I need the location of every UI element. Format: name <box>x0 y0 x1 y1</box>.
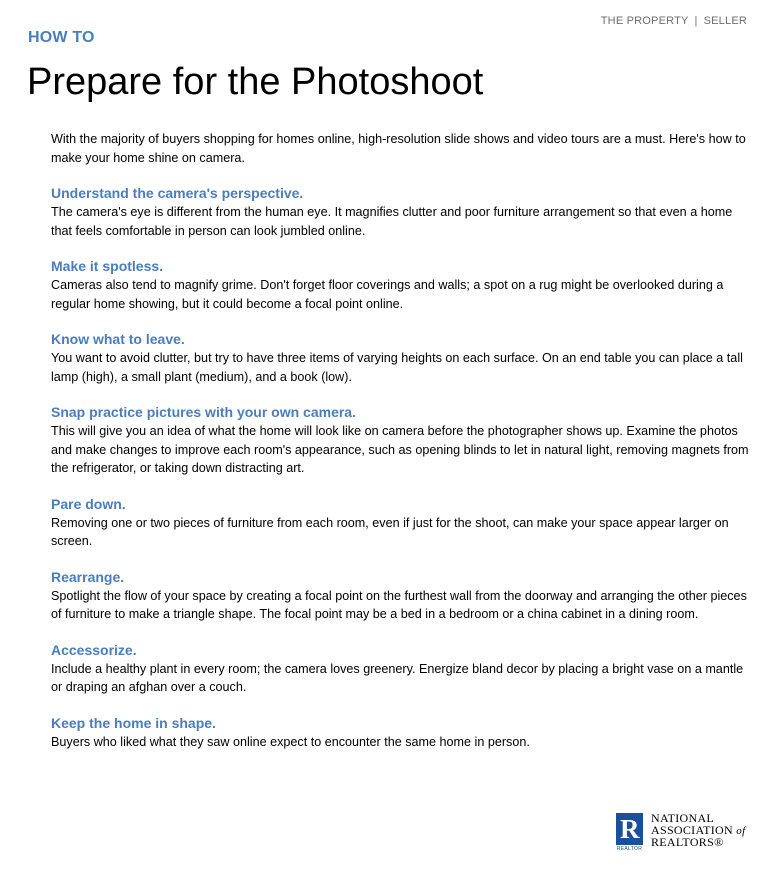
section-heading: Pare down. <box>51 495 126 512</box>
realtor-r-letter: R <box>620 814 640 844</box>
section-heading: Accessorize. <box>51 641 137 658</box>
article-body <box>51 130 751 751</box>
nar-logo <box>616 813 745 851</box>
logo-line-realtors: REALTORS® <box>651 835 724 849</box>
section-accessorize <box>51 641 751 697</box>
section-heading: Keep the home in shape. <box>51 714 216 731</box>
section-heading: Know what to leave. <box>51 331 185 347</box>
section-body: Include a healthy plant in every room; the camera loves greenery. Energize bland decor by placing a bright vase on a mantle or draping an afghan over a couch. <box>51 661 744 694</box>
section-body: Cameras also tend to magnify grime. Don't forget floor coverings and walls; a spot on a rug might be overlooked during a regular home showing, but it could become a focal point online. <box>51 278 724 311</box>
logo-wordmark <box>651 813 745 849</box>
logo-of: of <box>736 824 746 837</box>
section-camera-perspective <box>51 184 751 240</box>
page-title: Prepare for the Photoshoot <box>27 61 484 103</box>
section-heading: Understand the camera's perspective. <box>51 185 304 201</box>
logo-line-association: ASSOCIATION <box>651 822 733 837</box>
section-what-to-leave <box>51 330 751 386</box>
nav-seller[interactable]: SELLER <box>703 15 747 27</box>
section-rearrange <box>51 568 751 624</box>
section-spotless <box>51 257 751 313</box>
section-body: This will give you an idea of what the home will look like on camera before the photographer shows up. Examine the photos and make changes to improve each room's appearance, such as opening blinds to let in natural light, removing magnets from the refrigerator, or taking down distracting art. <box>51 424 749 475</box>
section-pare-down <box>51 495 751 551</box>
nav-separator: | <box>694 15 698 27</box>
kicker-label: HOW TO <box>28 29 95 46</box>
intro-paragraph: With the majority of buyers shopping for homes online, high-resolution slide shows and video tours are a must. Here's how to make your home shine on camera. <box>51 132 746 165</box>
realtor-caption: REALTOR <box>616 846 643 852</box>
section-body: Removing one or two pieces of furniture from each room, even if just for the shoot, can make your space appear larger on screen. <box>51 515 729 548</box>
section-body: Buyers who liked what they saw online expect to encounter the same home in person. <box>51 734 530 749</box>
section-body: Spotlight the flow of your space by creating a focal point on the furthest wall from the doorway and arranging the other pieces of furniture to make a triangle shape. The focal point may be a bed in a bedroom or a china cabinet in a dining room. <box>51 588 747 621</box>
section-heading: Rearrange. <box>51 568 125 585</box>
section-heading: Make it spotless. <box>51 258 164 274</box>
section-body: You want to avoid clutter, but try to have three items of varying heights on each surface. On an end table you can place a tall lamp (high), a small plant (medium), and a book (low). <box>51 351 743 384</box>
section-keep-in-shape <box>51 714 751 752</box>
section-body: The camera's eye is different from the human eye. It magnifies clutter and poor furniture arrangement so that even a home that feels comfortable in person can look jumbled online. <box>51 205 733 238</box>
top-nav <box>601 15 747 27</box>
realtor-mark-icon <box>616 813 643 851</box>
section-heading: Snap practice pictures with your own camera. <box>51 404 356 420</box>
section-practice-pictures <box>51 403 751 478</box>
logo-line-national: NATIONAL <box>651 811 715 825</box>
nav-property[interactable]: THE PROPERTY <box>600 15 689 27</box>
